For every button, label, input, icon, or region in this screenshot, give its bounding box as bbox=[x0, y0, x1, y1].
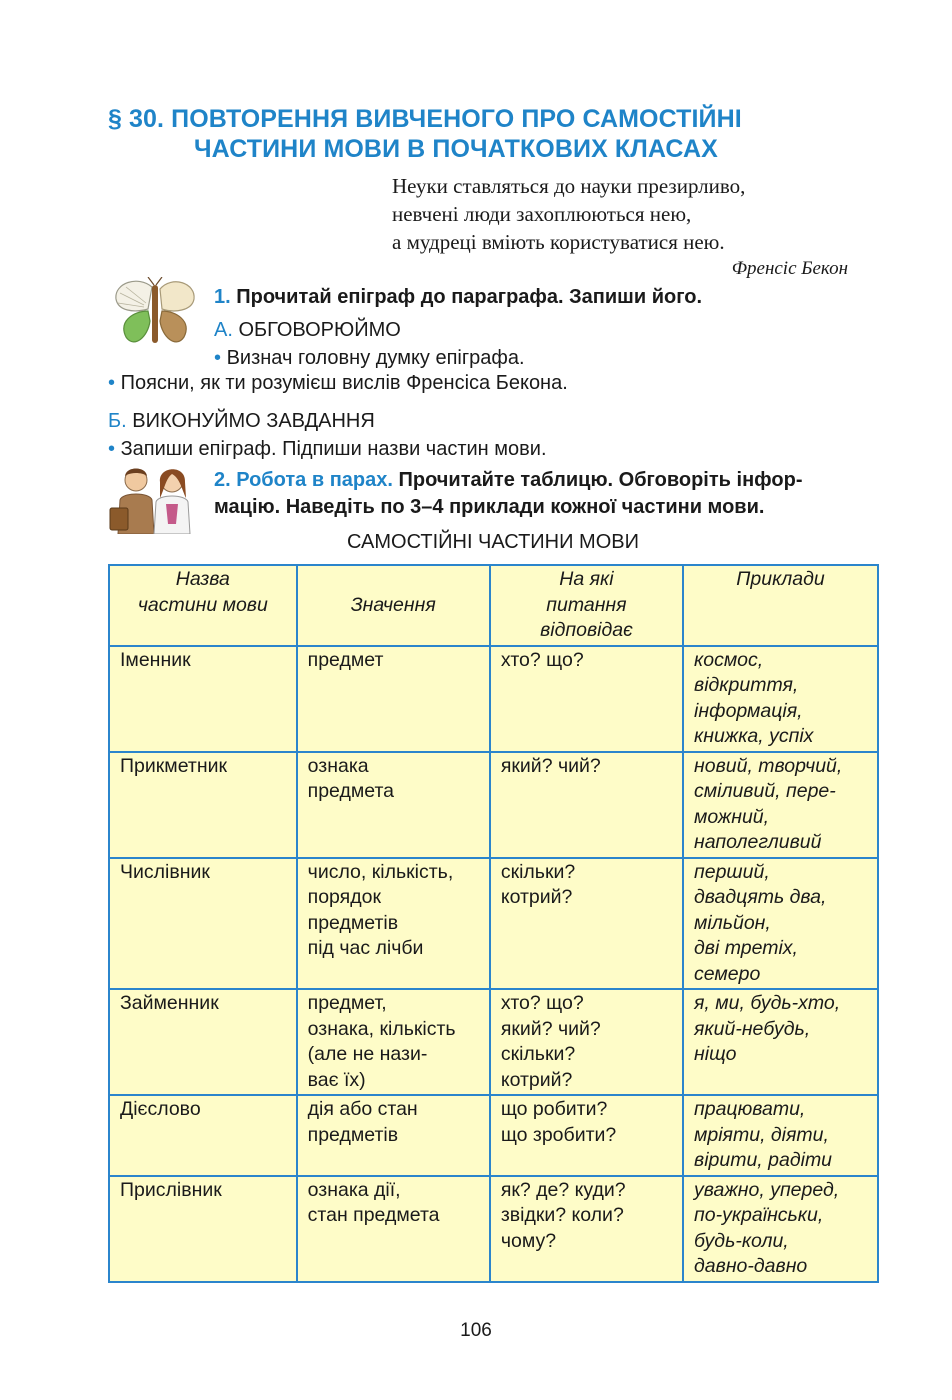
bullet: • bbox=[108, 438, 116, 460]
table-row bbox=[109, 752, 878, 858]
list-item bbox=[108, 436, 547, 462]
task1-number: 1. bbox=[214, 286, 231, 308]
cell-meaning: ознака дії, стан предмета bbox=[297, 1176, 490, 1282]
header-name: Назва частини мови bbox=[109, 565, 297, 646]
cell-name: Прикметник bbox=[109, 752, 297, 858]
cell-meaning: предмет, ознака, кількість (але не нази- ває їх) bbox=[297, 989, 490, 1095]
cell-meaning: предмет bbox=[297, 646, 490, 752]
part-a-letter: А. bbox=[214, 319, 233, 341]
header-questions: На які питання відповідає bbox=[490, 565, 683, 646]
section-title-line1: § 30. ПОВТОРЕННЯ ВИВЧЕНОГО ПРО САМОСТІЙНІ bbox=[108, 105, 742, 133]
header-examples: Приклади bbox=[683, 565, 878, 646]
table-row bbox=[109, 858, 878, 990]
table-row bbox=[109, 1095, 878, 1176]
epigraph-line: Неуки ставляться до науки презирливо, bbox=[392, 174, 746, 198]
cell-questions: як? де? куди? звідки? коли? чому? bbox=[490, 1176, 683, 1282]
cell-examples: перший, двадцять два, мільйон, дві третіх, семеро bbox=[683, 858, 878, 990]
cell-questions: що робити? що зробити? bbox=[490, 1095, 683, 1176]
cell-questions: хто? що? який? чий? скільки? котрий? bbox=[490, 989, 683, 1095]
header-meaning: Значення bbox=[297, 565, 490, 646]
cell-questions: який? чий? bbox=[490, 752, 683, 858]
b-item-1: Запиши епіграф. Підпиши назви частин мови. bbox=[120, 438, 547, 460]
parts-of-speech-table bbox=[108, 564, 879, 1283]
part-b-title: ВИКОНУЙМО ЗАВДАННЯ bbox=[132, 410, 375, 432]
part-b-letter: Б. bbox=[108, 410, 127, 432]
cell-examples: я, ми, будь-хто, який-небудь, ніщо bbox=[683, 989, 878, 1095]
cell-examples: новий, творчий, сміливий, пере- можний, наполегливий bbox=[683, 752, 878, 858]
cell-examples: космос, відкриття, інформація, книжка, успіх bbox=[683, 646, 878, 752]
section-title-line2: ЧАСТИНИ МОВИ В ПОЧАТКОВИХ КЛАСАХ bbox=[194, 135, 718, 163]
cell-name: Займенник bbox=[109, 989, 297, 1095]
cell-meaning: дія або стан предметів bbox=[297, 1095, 490, 1176]
table-row bbox=[109, 989, 878, 1095]
bullet: • bbox=[108, 372, 116, 394]
table-row bbox=[109, 646, 878, 752]
cell-name: Прислівник bbox=[109, 1176, 297, 1282]
epigraph-line: невчені люди захоплюються нею, bbox=[392, 202, 692, 226]
table-caption: САМОСТІЙНІ ЧАСТИНИ МОВИ bbox=[347, 531, 639, 553]
cell-name: Числівник bbox=[109, 858, 297, 990]
task2-heading bbox=[214, 467, 874, 521]
cell-meaning: ознака предмета bbox=[297, 752, 490, 858]
part-a-heading bbox=[214, 317, 401, 343]
cell-name: Іменник bbox=[109, 646, 297, 752]
cell-meaning: число, кількість, порядок предметів під час лічби bbox=[297, 858, 490, 990]
epigraph-line: а мудреці вміють користуватися нею. bbox=[392, 230, 725, 254]
cell-name: Дієслово bbox=[109, 1095, 297, 1176]
part-a-title: ОБГОВОРЮЙМО bbox=[238, 319, 401, 341]
epigraph bbox=[392, 172, 872, 282]
task2-label: 2. Робота в парах. bbox=[214, 469, 393, 491]
pair-work-icon bbox=[108, 464, 200, 534]
task2-text-line2: мацію. Наведіть по 3–4 приклади кожної частини мови. bbox=[214, 496, 765, 518]
list-item bbox=[108, 370, 568, 396]
part-b-heading bbox=[108, 408, 375, 434]
task2-text-line1: Прочитайте таблицю. Обговоріть інфор- bbox=[398, 469, 803, 491]
a-item-2: Поясни, як ти розумієш вислів Френсіса Бекона. bbox=[120, 372, 568, 394]
section-title bbox=[108, 104, 888, 164]
task1-heading bbox=[214, 284, 702, 311]
a-item-1: Визнач головну думку епіграфа. bbox=[226, 347, 525, 369]
table-row bbox=[109, 1176, 878, 1282]
list-item bbox=[214, 345, 525, 371]
page-number: 106 bbox=[460, 1320, 492, 1341]
cell-examples: працювати, мріяти, діяти, вірити, радіти bbox=[683, 1095, 878, 1176]
cell-examples: уважно, уперед, по-українськи, будь-коли, давно-давно bbox=[683, 1176, 878, 1282]
task1-text: Прочитай епіграф до параграфа. Запиши його. bbox=[236, 286, 703, 308]
butterfly-icon bbox=[108, 277, 200, 347]
epigraph-author: Френсіс Бекон bbox=[731, 258, 848, 279]
cell-questions: хто? що? bbox=[490, 646, 683, 752]
cell-questions: скільки? котрий? bbox=[490, 858, 683, 990]
bullet: • bbox=[214, 347, 222, 369]
table-header-row bbox=[109, 565, 878, 646]
